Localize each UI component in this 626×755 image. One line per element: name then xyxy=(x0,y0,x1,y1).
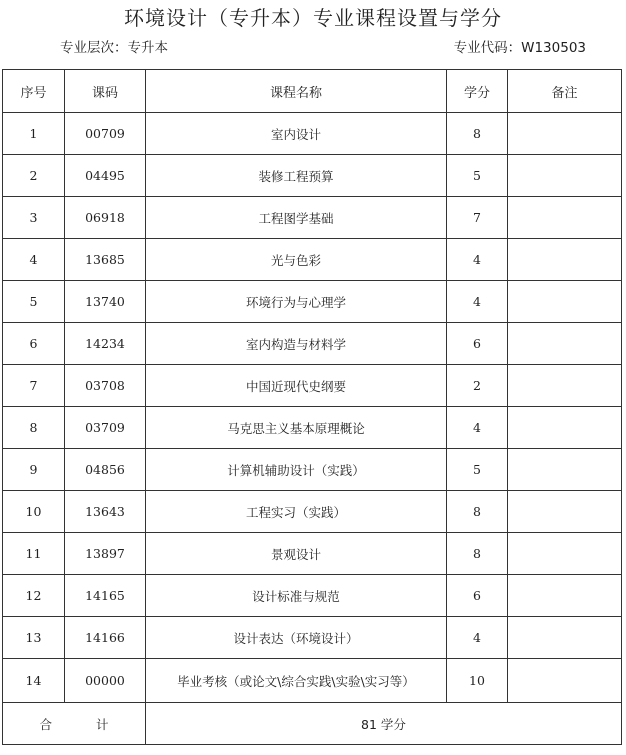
cell-credit: 8 xyxy=(447,533,508,575)
cell-note xyxy=(508,449,622,491)
cell-note xyxy=(508,617,622,659)
total-label xyxy=(3,703,146,745)
cell-name: 环境行为与心理学 xyxy=(146,281,447,323)
cell-code: 13685 xyxy=(65,239,146,281)
major-level: 专业层次：专升本 xyxy=(60,40,168,56)
cell-note xyxy=(508,155,622,197)
total-row xyxy=(3,703,622,745)
table-row xyxy=(3,533,622,575)
header-note: 备注 xyxy=(508,70,622,113)
cell-name: 工程图学基础 xyxy=(146,197,447,239)
cell-name: 设计表达（环境设计） xyxy=(146,617,447,659)
cell-note xyxy=(508,575,622,617)
cell-code: 03709 xyxy=(65,407,146,449)
cell-seq: 6 xyxy=(3,323,65,365)
cell-credit: 4 xyxy=(447,239,508,281)
table-row xyxy=(3,617,622,659)
page-title: 环境设计（专升本）专业课程设置与学分 xyxy=(124,6,502,30)
cell-note xyxy=(508,659,622,703)
cell-seq: 3 xyxy=(3,197,65,239)
cell-seq: 11 xyxy=(3,533,65,575)
cell-seq: 1 xyxy=(3,113,65,155)
cell-credit: 5 xyxy=(447,155,508,197)
cell-seq: 10 xyxy=(3,491,65,533)
cell-note xyxy=(508,197,622,239)
table-row xyxy=(3,575,622,617)
cell-credit: 4 xyxy=(447,617,508,659)
cell-seq: 12 xyxy=(3,575,65,617)
cell-note xyxy=(508,323,622,365)
cell-note xyxy=(508,281,622,323)
cell-note xyxy=(508,491,622,533)
table-row xyxy=(3,365,622,407)
cell-credit: 6 xyxy=(447,575,508,617)
cell-code: 14166 xyxy=(65,617,146,659)
table-row xyxy=(3,155,622,197)
cell-note xyxy=(508,407,622,449)
cell-seq: 8 xyxy=(3,407,65,449)
cell-code: 14234 xyxy=(65,323,146,365)
table-row xyxy=(3,407,622,449)
cell-credit: 8 xyxy=(447,113,508,155)
cell-seq: 7 xyxy=(3,365,65,407)
cell-code: 04856 xyxy=(65,449,146,491)
cell-name: 毕业考核（或论文\综合实践\实验\实习等） xyxy=(146,659,447,703)
cell-name: 计算机辅助设计（实践） xyxy=(146,449,447,491)
cell-name: 景观设计 xyxy=(146,533,447,575)
cell-note xyxy=(508,365,622,407)
table-row xyxy=(3,449,622,491)
cell-note xyxy=(508,533,622,575)
course-table xyxy=(2,69,622,745)
cell-credit: 5 xyxy=(447,449,508,491)
cell-name: 工程实习（实践） xyxy=(146,491,447,533)
header-credit: 学分 xyxy=(447,70,508,113)
table-row xyxy=(3,323,622,365)
cell-name: 室内构造与材料学 xyxy=(146,323,447,365)
header-name: 课程名称 xyxy=(146,70,447,113)
cell-seq: 9 xyxy=(3,449,65,491)
cell-seq: 14 xyxy=(3,659,65,703)
cell-code: 13740 xyxy=(65,281,146,323)
cell-credit: 8 xyxy=(447,491,508,533)
course-rows xyxy=(3,113,622,703)
cell-code: 03708 xyxy=(65,365,146,407)
cell-name: 装修工程预算 xyxy=(146,155,447,197)
cell-note xyxy=(508,239,622,281)
cell-name: 光与色彩 xyxy=(146,239,447,281)
cell-note xyxy=(508,113,622,155)
cell-credit: 2 xyxy=(447,365,508,407)
table-row xyxy=(3,659,622,703)
cell-code: 06918 xyxy=(65,197,146,239)
table-row xyxy=(3,113,622,155)
cell-credit: 6 xyxy=(447,323,508,365)
total-value: 81 学分 xyxy=(146,703,622,745)
total-label-first: 合 xyxy=(39,716,52,732)
total-label-second: 计 xyxy=(96,716,109,732)
table-row xyxy=(3,281,622,323)
major-code: 专业代码：W130503 xyxy=(453,40,586,56)
table-row xyxy=(3,239,622,281)
cell-credit: 7 xyxy=(447,197,508,239)
cell-code: 13897 xyxy=(65,533,146,575)
cell-credit: 4 xyxy=(447,407,508,449)
table-header-row xyxy=(3,70,622,113)
cell-name: 设计标准与规范 xyxy=(146,575,447,617)
cell-code: 04495 xyxy=(65,155,146,197)
cell-code: 13643 xyxy=(65,491,146,533)
table-row xyxy=(3,491,622,533)
cell-seq: 2 xyxy=(3,155,65,197)
cell-name: 马克思主义基本原理概论 xyxy=(146,407,447,449)
header-code: 课码 xyxy=(65,70,146,113)
header-seq: 序号 xyxy=(3,70,65,113)
cell-code: 14165 xyxy=(65,575,146,617)
cell-seq: 5 xyxy=(3,281,65,323)
cell-seq: 13 xyxy=(3,617,65,659)
cell-name: 室内设计 xyxy=(146,113,447,155)
cell-credit: 10 xyxy=(447,659,508,703)
cell-name: 中国近现代史纲要 xyxy=(146,365,447,407)
cell-code: 00709 xyxy=(65,113,146,155)
cell-credit: 4 xyxy=(447,281,508,323)
cell-seq: 4 xyxy=(3,239,65,281)
cell-code: 00000 xyxy=(65,659,146,703)
table-row xyxy=(3,197,622,239)
